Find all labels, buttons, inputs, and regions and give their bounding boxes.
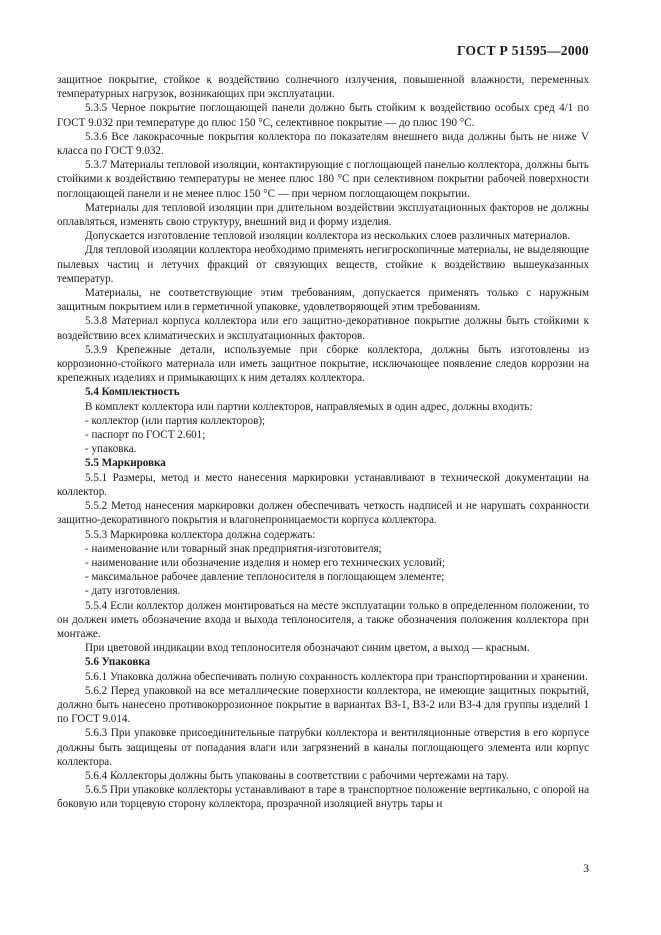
section-heading-marking: 5.5 Маркировка — [85, 457, 166, 470]
list-item: - паспорт по ГОСТ 2.601; — [85, 429, 206, 442]
paragraph: Материалы, не соответствующие этим требованиям, допускается применять только с наружным защитным покрытием или в герметичной упаковке, удовлетворяющей этим требованиям. — [57, 287, 589, 314]
clause-5-3-6: 5.3.6 Все лакокрасочные покрытия коллектора по показателям внешнего вида должны быть не ниже V класса по ГОСТ 9.032. — [57, 130, 589, 158]
clause-5-6-3: 5.6.3 При упаковке присоединительные патрубки коллектора и вентиляционные отверстия в его корпусе должны быть защищены от попадания влаги или загрязнений в каналы поглощающего элемента или корпус коллектора. — [57, 727, 589, 768]
list-item: - максимальное рабочее давление теплоносителя в поглощающем элементе; — [85, 571, 445, 584]
paragraph: Допускается изготовление тепловой изоляции коллектора из нескольких слоев различных материалов. — [85, 230, 571, 243]
list-item: - упаковка. — [85, 443, 137, 456]
paragraph: защитное покрытие, стойкое к воздействию солнечного излучения, повышенной влажности, переменных температурных нагрузок, возникающих при эксплуатации. — [57, 74, 589, 101]
list-item: - наименование или обозначение изделия и номер его технических условий; — [85, 556, 446, 569]
clause-5-5-2: 5.5.2 Метод нанесения маркировки должен обеспечивать четкость надписей и не нарушать сохранности защитно-декоративного покрытия и влагонепроницаемости корпуса коллектора. — [57, 500, 589, 527]
page-number: 3 — [583, 863, 589, 875]
document-header: ГОСТ Р 51595—2000 — [456, 43, 589, 58]
clause-5-6-5: 5.6.5 При упаковке коллекторы устанавливают в таре в транспортное положение вертикально, с опорой на боковую или торцевую сторону коллектора, прозрачной изоляцией внутрь тары и — [57, 784, 589, 811]
clause-5-3-9: 5.3.9 Крепежные детали, используемые при сборке коллектора, должны быть изготовлены из коррозионно-стойкого материала или иметь защитное покрытие, исключающее появление следов коррозии на крепежных изделиях и примыкающих к ним деталях коллектора. — [57, 343, 589, 385]
clause-5-3-8: 5.3.8 Материал корпуса коллектора или его защитно-декоративное покрытие должны быть стойкими к воздействию всех климатических и эксплуатационных факторов. — [57, 315, 589, 342]
clause-5-5-4: 5.5.4 Если коллектор должен монтироваться на месте эксплуатации только в определенном положении, то он должен иметь обозначение входа и выхода теплоносителя, а также обозначения положения коллектора при монтаже. — [57, 599, 589, 640]
list-item: - наименование или товарный знак предприятия-изготовителя; — [85, 542, 382, 555]
paragraph: Материалы для тепловой изоляции при длительном воздействии эксплуатационных факторов не должны оплавляться, изменять свою структуру, внешний вид и форму изделия. — [57, 201, 589, 229]
clause-5-6-2: 5.6.2 Перед упаковкой на все металлические поверхности коллектора, не имеющие защитных покрытий, должно быть нанесено противокоррозионное покрытие в вариантах ВЗ-1, ВЗ-2 или ВЗ-4 для группы изделий 1 по ГОСТ 9.014. — [57, 684, 589, 726]
clause-5-6-4: 5.6.4 Коллекторы должны быть упакованы в соответствии с рабочими чертежами на тару. — [85, 769, 509, 782]
clause-5-6-1: 5.6.1 Упаковка должна обеспечивать полную сохранность коллектора при транспортировании и хранении. — [85, 670, 588, 683]
document-body — [57, 73, 589, 812]
clause-5-3-5: 5.3.5 Черное покрытие поглощающей панели должно быть стойким к воздействию особых сред 4/1 по ГОСТ 9.032 при температуре до плюс 150 °С, селективное покрытие — до плюс 190 °С. — [57, 102, 589, 129]
clause-5-3-7: 5.3.7 Материалы тепловой изоляции, контактирующие с поглощающей панелью коллектора, должны быть стойкими к воздействию температуры не менее плюс 180 °С при селективном покрытии рабочей поверхности поглощающей панели и не менее плюс 150 °С — при черном поглощающем покрытии. — [57, 159, 589, 200]
list-item: - дату изготовления. — [85, 585, 181, 598]
list-item: - коллектор (или партия коллекторов); — [85, 414, 266, 427]
clause-5-5-1: 5.5.1 Размеры, метод и место нанесения маркировки устанавливают в технической документации на коллектор. — [57, 471, 589, 498]
section-heading-packaging: 5.6 Упаковка — [85, 656, 151, 669]
paragraph: В комплект коллектора или партии коллекторов, направляемых в один адрес, должны входить: — [85, 400, 533, 413]
paragraph: При цветовой индикации вход теплоносителя обозначают синим цветом, а выход — красным. — [85, 642, 530, 655]
paragraph: Для тепловой изоляции коллектора необходимо применять негигроскопичные материалы, не выделяющие пылевых частиц и летучих фракций от связующих веществ, стойкие к воздействию вышеуказанных температур. — [57, 244, 589, 285]
clause-5-5-3: 5.5.3 Маркировка коллектора должна содержать: — [85, 528, 316, 541]
section-heading-completeness: 5.4 Комплектность — [85, 386, 180, 399]
